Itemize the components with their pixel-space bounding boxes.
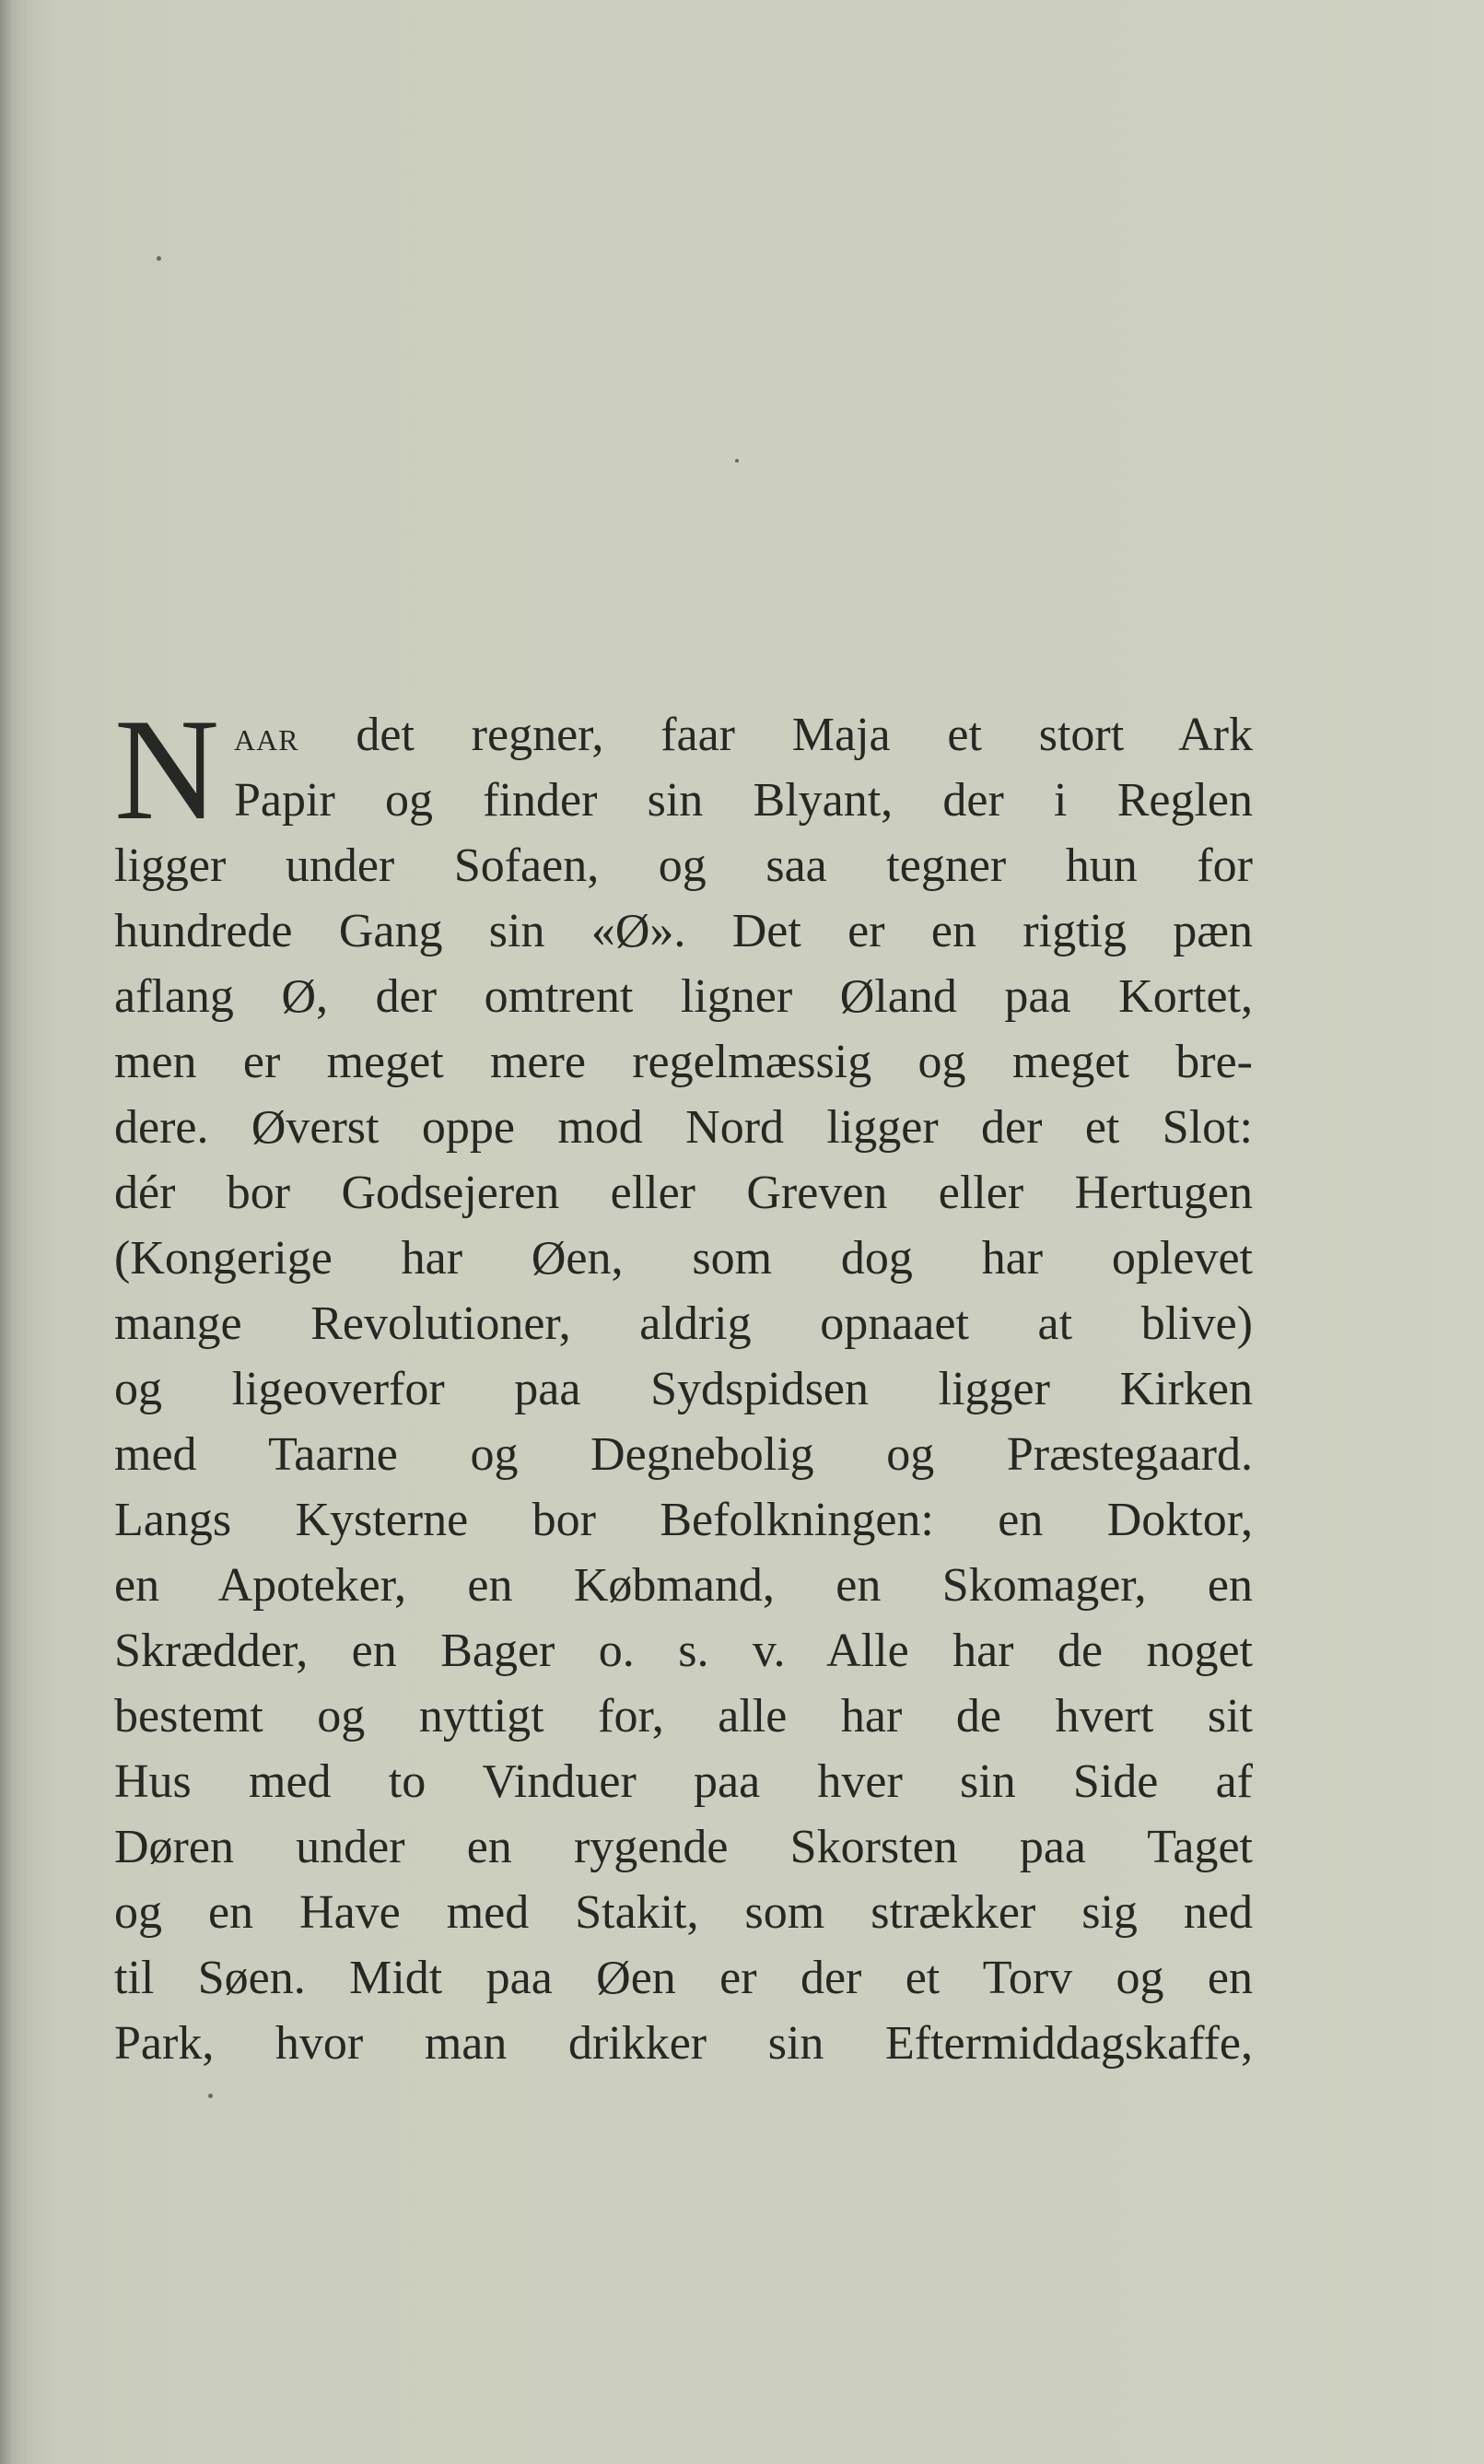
text-line: og ligeoverfor paa Sydspidsen ligger Kirken [114, 1363, 1253, 1415]
text-line: (Kongerige har Øen, som dog har oplevet [114, 1232, 1253, 1285]
paper-speck [735, 459, 739, 463]
text-line: Skrædder, en Bager o. s. v. Alle har de noget [114, 1625, 1253, 1677]
text-line: og en Have med Stakit, som strækker sig ned [114, 1886, 1253, 1939]
text-line: bestemt og nyttigt for, alle har de hvert sit [114, 1690, 1253, 1742]
text-line: mange Revolutioner, aldrig opnaaet at blive) [114, 1297, 1253, 1350]
text-line: med Taarne og Degnebolig og Præstegaard. [114, 1428, 1253, 1481]
text-line: en Apoteker, en Købmand, en Skomager, en [114, 1559, 1253, 1612]
text-line: Papir og finder sin Blyant, der i Reglen [234, 774, 1253, 827]
text-line: hundrede Gang sin «Ø». Det er en rigtig pæn [114, 905, 1253, 957]
text-line: Park, hvor man drikker sin Eftermiddagskaffe, [114, 2017, 1253, 2070]
line-text: det regner, faar Maja et stort Ark [356, 709, 1253, 761]
text-line: til Søen. Midt paa Øen er der et Torv og en [114, 1952, 1253, 2004]
paper-speck [208, 2094, 213, 2098]
text-line: dér bor Godsejeren eller Greven eller Hertugen [114, 1167, 1253, 1219]
text-line: ligger under Sofaen, og saa tegner hun for [114, 839, 1253, 892]
text-line [234, 702, 1253, 768]
lead-word-smallcaps: aar [234, 712, 299, 759]
paper-speck [157, 256, 161, 261]
text-line: Langs Kysterne bor Befolkningen: en Doktor, [114, 1494, 1253, 1546]
text-line: dere. Øverst oppe mod Nord ligger der et Slot: [114, 1101, 1253, 1154]
body-paragraph [114, 689, 1253, 2076]
page-spine-shadow [0, 0, 13, 2464]
text-line: Hus med to Vinduer paa hver sin Side af [114, 1755, 1253, 1808]
text-line: aflang Ø, der omtrent ligner Øland paa Kortet, [114, 970, 1253, 1023]
text-line: Døren under en rygende Skorsten paa Taget [114, 1821, 1253, 1873]
text-line: men er meget mere regelmæssig og meget bre- [114, 1036, 1253, 1088]
drop-cap: N [114, 689, 220, 851]
